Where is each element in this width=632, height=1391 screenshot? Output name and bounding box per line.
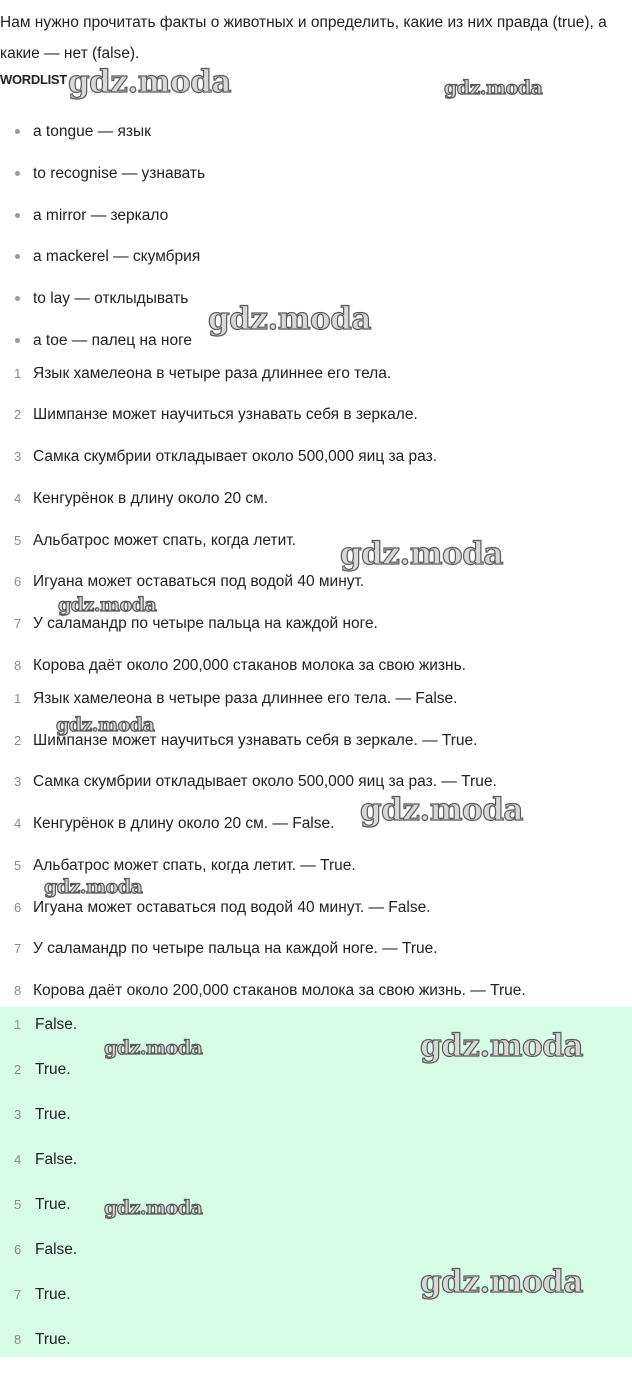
intro-text: Нам нужно прочитать факты о животных и определить, какие из них правда (true), а какие — нет (false). [0, 14, 607, 62]
watermark: gdz.moda [104, 1037, 203, 1059]
wordlist-label: WORDLIST [0, 72, 67, 87]
watermark: gdz.moda [56, 714, 155, 736]
watermark: gdz.moda [44, 876, 143, 898]
watermark: gdz.moda [360, 792, 523, 828]
watermark: gdz.moda [340, 536, 503, 572]
bullet-icon [15, 296, 20, 301]
watermark: gdz.moda [68, 64, 231, 100]
watermark: gdz.moda [420, 1264, 583, 1300]
bullet-icon [15, 171, 20, 176]
watermark: gdz.moda [104, 1197, 203, 1219]
bullet-icon [15, 129, 20, 134]
bullet-icon [15, 213, 20, 218]
bullet-icon [15, 254, 20, 259]
watermark: gdz.moda [208, 301, 371, 337]
watermark: gdz.moda [444, 77, 543, 99]
watermark: gdz.moda [58, 594, 157, 616]
bullet-icon [15, 338, 20, 343]
answers-panel: 1 False. 2 True. 3 True. 4 False. 5 True. 6 False. 7 True. 8 True. [0, 1007, 632, 1357]
watermark: gdz.moda [420, 1028, 583, 1064]
